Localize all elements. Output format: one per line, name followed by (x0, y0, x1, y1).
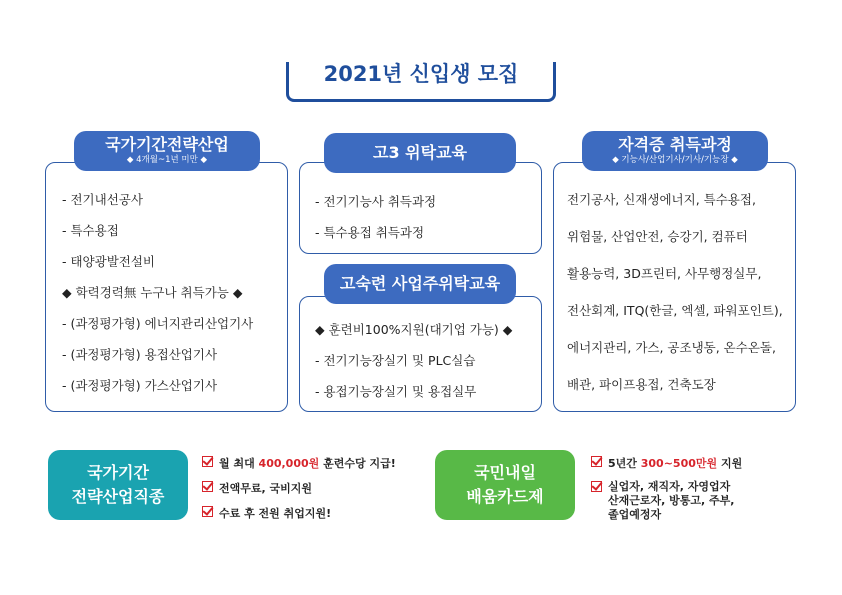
benefit-item (591, 480, 742, 522)
panel-employer-commission-heading (324, 264, 516, 304)
benefit-item (202, 455, 396, 471)
checkbox-icon (202, 456, 213, 467)
cta-national-strategic-benefits (202, 455, 396, 530)
list-item: - 특수용접 취득과정 (315, 225, 425, 240)
list-item: ◆ 훈련비100%지원(대기업 가능) ◆ (315, 322, 513, 337)
benefit-item (591, 455, 742, 471)
list-item: - 특수용접 (62, 223, 119, 238)
cta-line: 전략산업직종 (71, 487, 165, 506)
panel-high3-commission-heading (324, 133, 516, 173)
list-item: - (과정평가형) 가스산업기사 (62, 378, 218, 393)
panel-certification-list (567, 190, 783, 412)
heading-text: 자격증 취득과정 (618, 135, 732, 154)
benefit-text: 월 최대 400,000원 훈련수당 지급! (219, 457, 396, 470)
cta-national-strategic (48, 450, 188, 520)
heading-text: 국가기간전략산업 (105, 135, 229, 154)
cta-learning-card-benefits (591, 455, 742, 531)
list-item: - 용접기능장실기 및 용접실무 (315, 384, 477, 399)
panel-national-strategic-list (62, 190, 253, 407)
title-block (286, 56, 556, 102)
list-item: - (과정평가형) 용접산업기사 (62, 347, 218, 362)
heading-text: 고숙련 사업주위탁교육 (339, 274, 501, 293)
checkbox-icon (591, 481, 602, 492)
list-item: 전기공사, 신재생에너지, 특수용접, (567, 192, 756, 207)
heading-subtext: ◆ 4개월~1년 미만 ◆ (126, 155, 208, 165)
benefit-text: 실업자, 재직자, 자영업자 산재근로자, 방통고, 주부, 졸업예정자 (608, 480, 735, 521)
list-item: - (과정평가형) 에너지관리산업기사 (62, 316, 254, 331)
cta-line: 국민내일 (474, 463, 536, 482)
list-item: 전산회계, ITQ(한글, 엑셀, 파워포인트), (567, 303, 783, 318)
checkbox-icon (202, 506, 213, 517)
list-item: - 전기기능장실기 및 PLC실습 (315, 353, 476, 368)
list-item: 활용능력, 3D프린터, 사무행정실무, (567, 266, 762, 281)
cta-line: 배움카드제 (466, 487, 544, 506)
benefit-text: 5년간 300~500만원 지원 (608, 457, 743, 470)
list-item: - 전기기능사 취득과정 (315, 194, 437, 209)
benefit-item (202, 480, 396, 496)
list-item: - 전기내선공사 (62, 192, 143, 207)
list-item: ◆ 학력경력無 누구나 취득가능 ◆ (62, 285, 243, 300)
page-title: 2021년 신입생 모집 (323, 62, 519, 86)
benefit-item (202, 505, 396, 521)
list-item: 에너지관리, 가스, 공조냉동, 온수온돌, (567, 340, 776, 355)
list-item: 위험물, 산업안전, 승강기, 컴퓨터 (567, 229, 748, 244)
list-item: 배관, 파이프용접, 건축도장 (567, 377, 716, 392)
benefit-text: 전액무료, 국비지원 (219, 482, 313, 495)
panel-national-strategic-heading (74, 131, 260, 171)
cta-learning-card (435, 450, 575, 520)
heading-subtext: ◆ 기능사/산업기사/기사/기능장 ◆ (612, 155, 738, 165)
panel-employer-commission-list (315, 320, 512, 413)
cta-line: 국가기간 (87, 463, 149, 482)
panel-certification-heading (582, 131, 768, 171)
heading-text: 고3 위탁교육 (373, 143, 467, 162)
benefit-text: 수료 후 전원 취업지원! (219, 507, 332, 520)
checkbox-icon (202, 481, 213, 492)
list-item: - 태양광발전설비 (62, 254, 156, 269)
checkbox-icon (591, 456, 602, 467)
panel-high3-commission-list (315, 192, 436, 254)
